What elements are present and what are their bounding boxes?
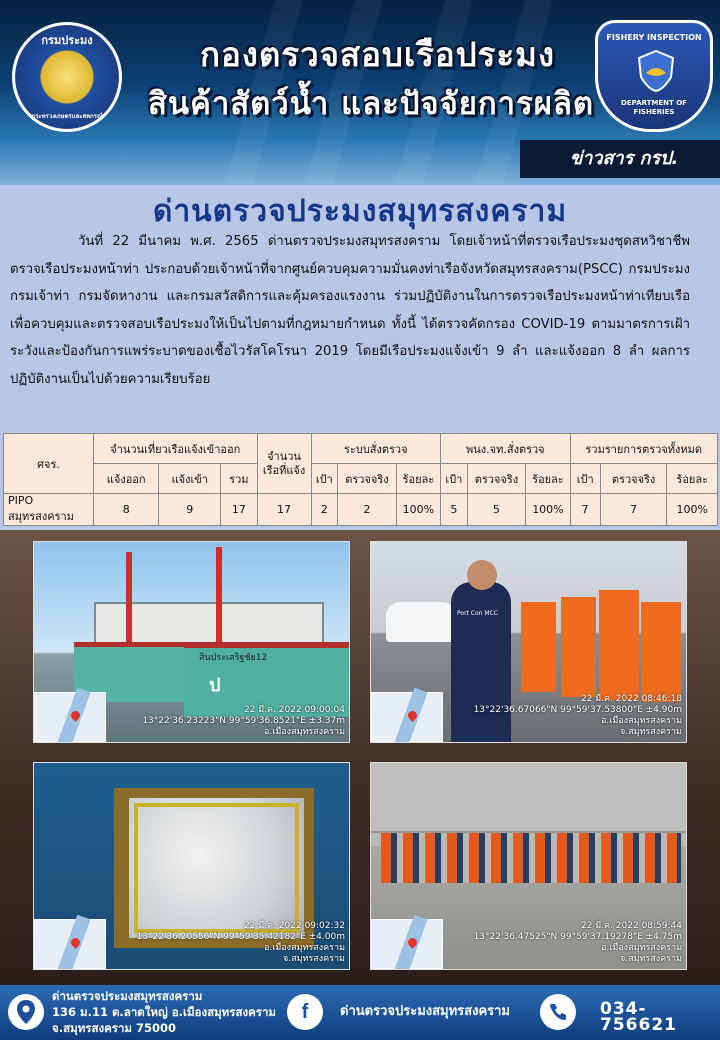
- subheader-in: แจ้งเข้า: [159, 464, 221, 494]
- header-system: ระบบสั่งตรวจ: [311, 434, 441, 464]
- cell-sys-target: 2: [311, 494, 338, 526]
- cell-sys-checked: 2: [338, 494, 397, 526]
- photo-geotag-stamp: [474, 921, 682, 965]
- cell-out: 8: [94, 494, 159, 526]
- cell-tot-checked: 7: [600, 494, 667, 526]
- header-officer: พนง.จท.สั่งตรวจ: [441, 434, 571, 464]
- subheader-pct: ร้อยละ: [526, 464, 570, 494]
- fishery-inspection-badge: [595, 20, 713, 132]
- page-title: ด่านตรวจประมงสมุทรสงคราม: [152, 194, 568, 229]
- stamp-district: อ.เมืองสมุทรสงคราม: [264, 727, 345, 737]
- photo-team-group: [370, 762, 687, 970]
- header-banner: [0, 0, 720, 185]
- stamp-district: อ.เมืองสมุทรสงคราม: [601, 943, 682, 953]
- photo-geotag-stamp: [137, 921, 345, 965]
- logo-left-top-text: กรมประมง: [41, 34, 93, 47]
- stamp-province: จ.สมุทรสงคราม: [619, 954, 682, 964]
- subheader-pct: ร้อยละ: [396, 464, 440, 494]
- stamp-coords: 13°22'36.67066"N 99°59'37.53800"E ±4.90m: [473, 705, 682, 715]
- boat-mark-text: ป: [209, 675, 221, 696]
- location-map-thumbnail: [371, 919, 443, 969]
- subheader-target: เป้า: [441, 464, 468, 494]
- location-map-thumbnail: [34, 692, 106, 742]
- phone-icon: [540, 994, 576, 1030]
- news-label: ข่าวสาร กรป.: [520, 140, 720, 178]
- stamp-coords: 13°22'36.23223"N 99°59'36.8521"E ±3.37m: [142, 716, 345, 726]
- stamp-district: อ.เมืองสมุทรสงคราม: [264, 943, 345, 953]
- header-total: รวมรายการตรวจทั้งหมด: [570, 434, 717, 464]
- photo-geotag-stamp: [474, 694, 682, 738]
- cell-in: 9: [159, 494, 221, 526]
- header-title-line2: สินค้าสัตว์น้ำ และปัจจัยการผลิต: [148, 86, 595, 122]
- subheader-checked: ตรวจจริง: [338, 464, 397, 494]
- badge-bottom-text: DEPARTMENT OF FISHERIES: [621, 99, 687, 116]
- stamp-datetime: 22 มี.ค. 2022 08:59:44: [580, 921, 682, 931]
- photo-fishing-boats: [33, 541, 350, 743]
- shield-icon: [636, 49, 676, 93]
- stamp-coords: 13°22'36.47525"N 99°59'37.19278"E ±4.75m: [473, 932, 682, 942]
- subheader-target: เป้า: [311, 464, 338, 494]
- boat-name-text: สินประเสริฐชัย12: [199, 653, 268, 663]
- table-row: [4, 494, 718, 526]
- cell-off-pct: 100%: [526, 494, 570, 526]
- stamp-province: จ.สมุทรสงคราม: [282, 954, 345, 964]
- subheader-out: แจ้งออก: [94, 464, 159, 494]
- photo-fish-hold: [33, 762, 350, 970]
- inspection-summary-table: [3, 433, 718, 526]
- stamp-datetime: 22 มี.ค. 2022 09:00:04: [243, 705, 345, 715]
- cell-off-target: 5: [441, 494, 468, 526]
- subheader-checked: ตรวจจริง: [467, 464, 526, 494]
- subheader-pct: ร้อยละ: [667, 464, 718, 494]
- table-header-row: [4, 434, 718, 464]
- subheader-sum: รวม: [221, 464, 257, 494]
- footer-address: [52, 988, 276, 1036]
- cell-sys-pct: 100%: [396, 494, 440, 526]
- stamp-datetime: 22 มี.ค. 2022 08:46:18: [580, 694, 682, 704]
- location-map-thumbnail: [371, 692, 443, 742]
- stamp-datetime: 22 มี.ค. 2022 09:02:32: [243, 921, 345, 931]
- badge-top-text: FISHERY INSPECTION: [606, 33, 702, 42]
- photo-covid-screening: [370, 541, 687, 743]
- footer-bar: [0, 985, 720, 1040]
- logo-left-bottom-text: กระทรวงเกษตรและสหกรณ์: [31, 113, 103, 120]
- cell-tot-pct: 100%: [667, 494, 718, 526]
- location-map-thumbnail: [34, 919, 106, 969]
- stamp-coords: 13°22'36.20556"N 99°59'35.42182"E ±4.00m: [136, 932, 345, 942]
- fisheries-department-logo: [12, 22, 122, 132]
- header-title-line1: กองตรวจสอบเรือประมง: [200, 35, 555, 74]
- facebook-page-name[interactable]: ด่านตรวจประมงสมุทรสงคราม: [340, 1004, 510, 1019]
- location-pin-icon: [8, 994, 44, 1030]
- address-line-3: จ.สมุทรสงคราม 75000: [52, 1021, 177, 1035]
- phone-number[interactable]: 034-756621: [600, 999, 677, 1035]
- address-line-2: 136 ม.11 ต.ลาดใหญ่ อ.เมืองสมุทรสงคราม: [52, 1005, 276, 1019]
- body-paragraph: วันที่ 22 มีนาคม พ.ศ. 2565 ด่านตรวจประมงสมุทรสงคราม โดยเจ้าหน้าที่ตรวจเรือประมงชุดสหวิชาชีพ ตรวจเรือประมงหน้าท่า ประกอบด้วยเจ้าหน้าที่จากศูนย์ควบคุมความมั่นคงท่าเรือจังหวัดสมุทรสงคราม(PSCC) กรมประมง กรมเจ้าท่า กรมจัดหางาน และกรมสวัสดิการและคุ้มครองแรงงาน ร่วมปฏิบัติงานในการตรวจเรือประมงหน้าท่าเทียบเรือ เพื่อควบคุมและตรวจสอบเรือประมงให้เป็นไปตามที่กฎหมายกำหนด ทั้งนี้ ได้ตรวจคัดกรอง COVID-19 ตามมาตรการเฝ้าระวังและป้องกันการแพร่ระบาดของเชื้อไวรัสโคโรนา 2019 โดยมีเรือประมงแจ้งเข้า 9 ลำ และแจ้งออก 8 ลำ ผลการปฏิบัติงานเป็นไปด้วยความเรียบร้อย: [10, 234, 690, 387]
- facebook-icon[interactable]: f: [287, 994, 323, 1030]
- photo-geotag-stamp: [142, 705, 345, 738]
- cell-off-checked: 5: [467, 494, 526, 526]
- table-subheader-row: [4, 464, 718, 494]
- stamp-province: จ.สมุทรสงคราม: [619, 727, 682, 737]
- vest-label-text: Port Con MCC: [457, 610, 498, 617]
- cell-boats: 17: [257, 494, 311, 526]
- header-boats: จำนวนเรือที่แจ้ง: [257, 434, 311, 494]
- subheader-checked: ตรวจจริง: [600, 464, 667, 494]
- cell-tot-target: 7: [570, 494, 600, 526]
- address-line-1: ด่านตรวจประมงสมุทรสงคราม: [52, 989, 203, 1003]
- header-center: ศจร.: [4, 434, 94, 494]
- header-trips: จำนวนเที่ยวเรือแจ้งเข้าออก: [94, 434, 258, 464]
- cell-sum: 17: [221, 494, 257, 526]
- stamp-district: อ.เมืองสมุทรสงคราม: [601, 716, 682, 726]
- subheader-target: เป้า: [570, 464, 600, 494]
- cell-center: PIPO สมุทรสงคราม: [4, 494, 94, 526]
